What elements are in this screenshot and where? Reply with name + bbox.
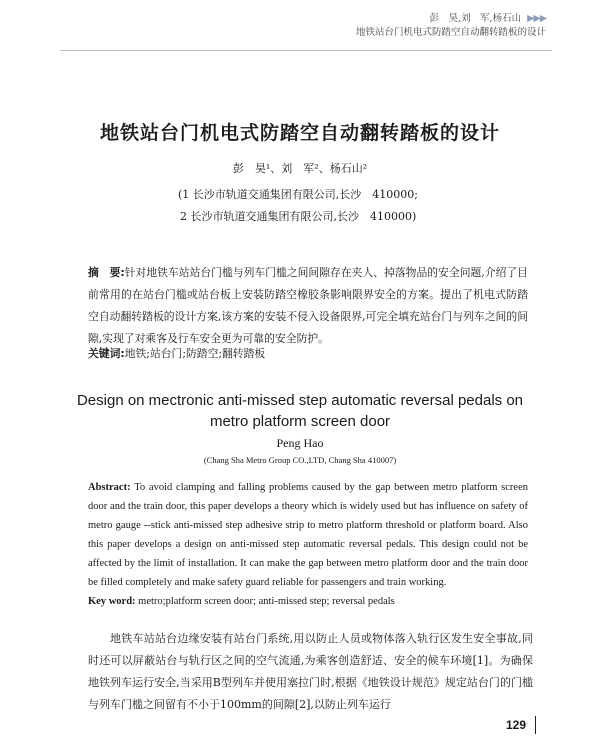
abstract-chinese-label: 摘 要:	[88, 266, 125, 279]
abstract-english	[88, 478, 528, 592]
abstract-english-text: To avoid clamping and falling problems caused by the gap between metro platform screen door and the train door, this paper develops a theory which is widely used but has influence on safety of metro gauge --stick anti-missed step adhesive strip to metro platform threshold or platform board. Also this paper develops a design on anti-missed step automatic reversal pedals. This design could not be affected by the limit of installation. It can make the gap between metro platform door and the train door be filled completely and make safety guard reliable for passengers and train working.	[88, 482, 528, 588]
header-authors: 彭 昊,刘 军,杨石山	[429, 13, 522, 24]
keywords-chinese-text: 地铁;站台门;防踏空;翻转踏板	[124, 347, 266, 360]
authors-chinese: 彭 昊¹、刘 军²、杨石山²	[232, 162, 368, 175]
affiliations-chinese	[178, 184, 478, 228]
keywords-chinese-label: 关键词:	[88, 347, 125, 360]
title-chinese: 地铁站台门机电式防踏空自动翻转踏板的设计	[99, 122, 500, 144]
header-title: 地铁站台门机电式防踏空自动翻转踏板的设计	[355, 27, 546, 38]
affiliation-english: (Chang Sha Metro Group CO.,LTD, Chang Sha 410007)	[203, 455, 397, 465]
keywords-chinese	[88, 346, 528, 361]
title-english: Design on mectronic anti-missed step automatic reversal pedals on metro platform screen door	[76, 392, 524, 430]
running-header	[356, 12, 546, 40]
body-paragraph: 地铁车站站台边缘安装有站台门系统,用以防止人员或物体落入轨行区发生安全事故,同时还可以屏蔽站台与轨行区之间的空气流通,为乘客创造舒适、安全的候车环境[1]。为确保地铁列车运行安全,当采用B型列车并使用塞拉门时,根据《地铁设计规范》规定站台门的门槛与列车门槛之间留有不小于100mm的间隙[2],以防止列车运行	[88, 632, 533, 711]
affiliation-line: 2 长沙市轨道交通集团有限公司,长沙 410000)	[180, 210, 417, 223]
author-english: Peng Hao	[276, 436, 324, 450]
page-number-bar	[535, 716, 536, 734]
abstract-chinese	[88, 262, 528, 350]
header-divider	[60, 50, 552, 51]
keywords-english-text: metro;platform screen door; anti-missed step; reversal pedals	[138, 596, 395, 607]
header-arrows-icon: ▶▶▶	[527, 13, 546, 24]
abstract-chinese-text: 针对地铁车站站台门槛与列车门槛之间间隙存在夹人、掉落物品的安全问题,介绍了目前常用的在站台门槛或站台板上安装防踏空橡胶条影响限界安全的方案。提出了机电式防踏空自动翻转踏板的设计方案,该方案的安装不侵入设备限界,可完全填充站台门与列车之间的间隙,实现了对乘客及行车安全更为可靠的安全防护。	[88, 266, 528, 345]
page-number: 129	[505, 718, 526, 732]
affiliation-line: (1 长沙市轨道交通集团有限公司,长沙 410000;	[178, 188, 418, 201]
header-authors-line	[356, 12, 546, 26]
keywords-english-label: Key word:	[88, 596, 136, 607]
keywords-english	[88, 596, 528, 607]
abstract-english-label: Abstract:	[88, 482, 131, 493]
